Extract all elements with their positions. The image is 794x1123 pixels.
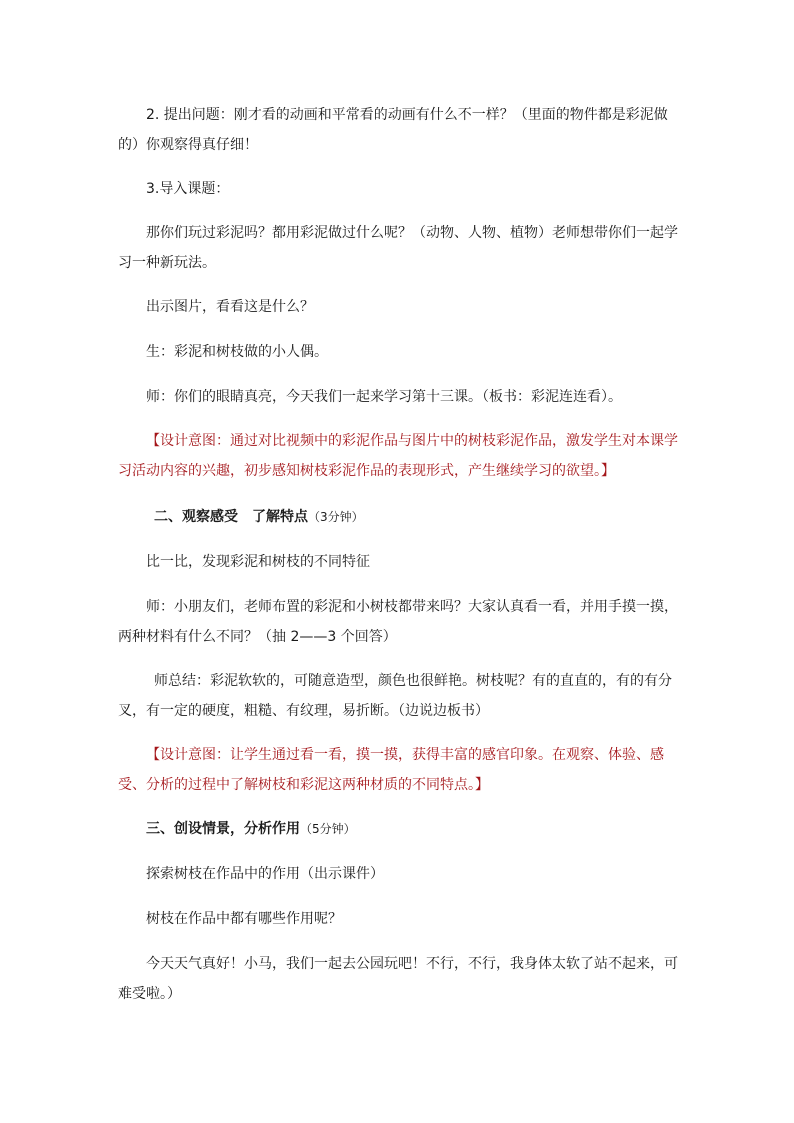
- paragraph-intro: 那你们玩过彩泥吗？都用彩泥做过什么呢？（动物、人物、植物）老师想带你们一起学习一种新玩法。: [118, 225, 678, 271]
- paragraph-explore: 探索树枝在作品中的作用（出示课件）: [146, 866, 384, 882]
- paragraph-teacher-summary: 师总结：彩泥软软的，可随意造型，颜色也很鲜艳。树枝呢？有的直直的，有的有分叉，有一定的硬度，粗糙、有纹理，易折断。（边说边板书）: [118, 673, 672, 719]
- paragraph-show-picture: 出示图片，看看这是什么？: [146, 299, 314, 315]
- design-intent-1: 【设计意图：通过对比视频中的彩泥作品与图片中的树枝彩泥作品，激发学生对本课学习活动内容的兴趣，初步感知树枝彩泥作品的表现形式，产生继续学习的欲望。】: [118, 433, 678, 479]
- paragraph-question: 2. 提出问题：刚才看的动画和平常看的动画有什么不一样？（里面的物件都是彩泥做的）你观察得真仔细！: [118, 107, 668, 153]
- section-heading-3: [118, 814, 678, 844]
- paragraph-teacher-question: 师：小朋友们，老师布置的彩泥和小树枝都带来吗？大家认真看一看，并用手摸一摸，两种材料有什么不同？（抽 2——3 个回答）: [118, 599, 678, 645]
- paragraph-intro-heading: 3.导入课题：: [146, 181, 230, 197]
- section-heading-2: [118, 502, 678, 532]
- paragraph-compare: 比一比，发现彩泥和树枝的不同特征: [146, 554, 370, 570]
- section-heading-2-title: 二、观察感受 了解特点: [154, 509, 308, 525]
- paragraph-teacher-response: 师：你们的眼睛真亮，今天我们一起来学习第十三课。（板书：彩泥连连看）。: [146, 389, 622, 405]
- section-heading-3-time: （5分钟）: [300, 822, 356, 836]
- section-heading-3-title: 三、创设情景，分析作用: [146, 821, 300, 837]
- paragraph-story: 今天天气真好！小马，我们一起去公园玩吧！不行，不行，我身体太软了站不起来，可难受啦。）: [118, 956, 678, 1002]
- paragraph-student-answer: 生：彩泥和树枝做的小人偶。: [146, 344, 328, 360]
- section-heading-2-time: （3分钟）: [308, 510, 364, 524]
- paragraph-function-question: 树枝在作品中都有哪些作用呢？: [146, 911, 342, 927]
- design-intent-2: 【设计意图：让学生通过看一看，摸一摸，获得丰富的感官印象。在观察、体验、感受、分析的过程中了解树枝和彩泥这两种材质的不同特点。】: [118, 747, 664, 793]
